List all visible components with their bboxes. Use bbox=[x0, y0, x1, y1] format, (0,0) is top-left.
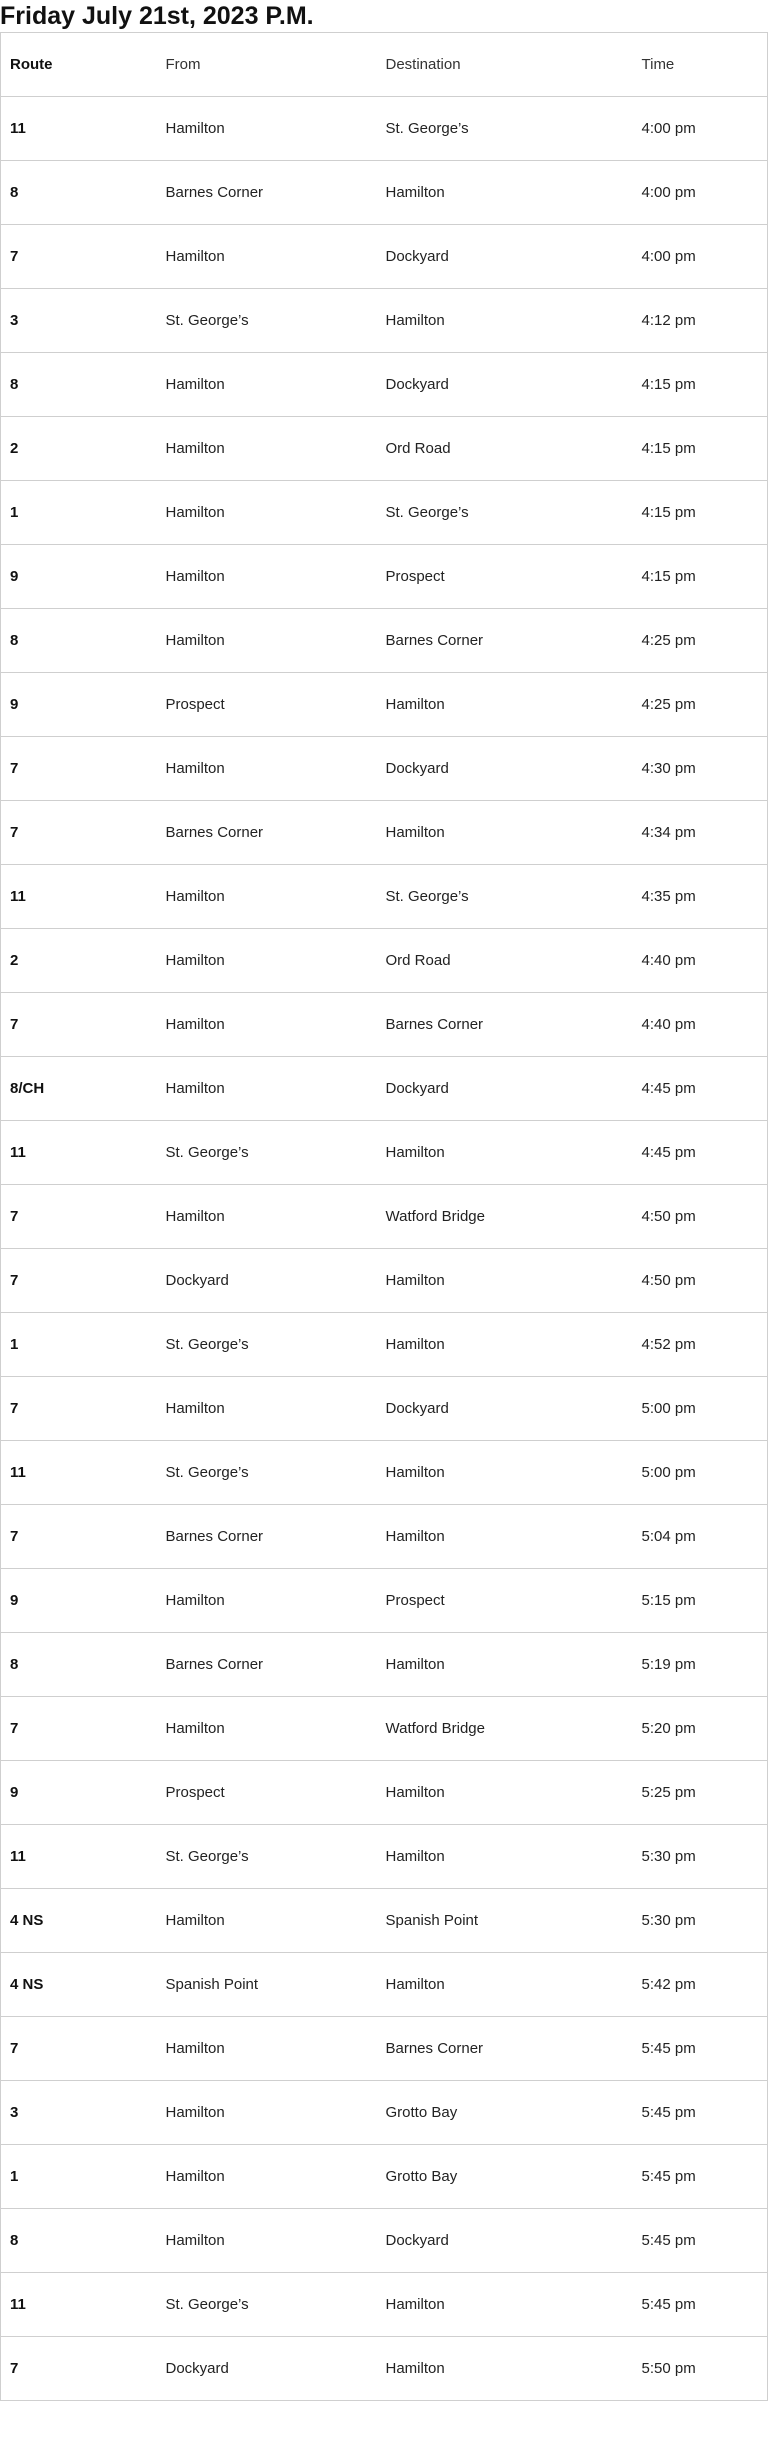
destination-cell: Hamilton bbox=[377, 673, 633, 737]
from-cell: Hamilton bbox=[157, 417, 377, 481]
route-cell: 8 bbox=[1, 609, 157, 673]
time-cell: 5:30 pm bbox=[633, 1825, 768, 1889]
table-row bbox=[1, 1441, 768, 1505]
time-cell: 4:15 pm bbox=[633, 353, 768, 417]
route-cell: 11 bbox=[1, 865, 157, 929]
table-header-row bbox=[1, 33, 768, 97]
route-cell: 11 bbox=[1, 1441, 157, 1505]
route-cell: 8 bbox=[1, 353, 157, 417]
from-cell: Hamilton bbox=[157, 1697, 377, 1761]
table-row bbox=[1, 97, 768, 161]
table-row bbox=[1, 609, 768, 673]
table-row bbox=[1, 1313, 768, 1377]
route-cell: 7 bbox=[1, 225, 157, 289]
bus-schedule-table bbox=[0, 32, 768, 2401]
table-row bbox=[1, 673, 768, 737]
time-cell: 4:15 pm bbox=[633, 417, 768, 481]
time-cell: 4:15 pm bbox=[633, 545, 768, 609]
from-cell: Hamilton bbox=[157, 481, 377, 545]
table-row bbox=[1, 1377, 768, 1441]
header-route: Route bbox=[1, 33, 157, 97]
destination-cell: Hamilton bbox=[377, 2273, 633, 2337]
destination-cell: Grotto Bay bbox=[377, 2145, 633, 2209]
from-cell: Hamilton bbox=[157, 993, 377, 1057]
route-cell: 1 bbox=[1, 2145, 157, 2209]
time-cell: 4:34 pm bbox=[633, 801, 768, 865]
destination-cell: Prospect bbox=[377, 545, 633, 609]
route-cell: 8 bbox=[1, 161, 157, 225]
destination-cell: St. George’s bbox=[377, 865, 633, 929]
time-cell: 5:45 pm bbox=[633, 2273, 768, 2337]
from-cell: Hamilton bbox=[157, 1057, 377, 1121]
from-cell: St. George’s bbox=[157, 289, 377, 353]
destination-cell: Hamilton bbox=[377, 161, 633, 225]
table-row bbox=[1, 1889, 768, 1953]
route-cell: 11 bbox=[1, 97, 157, 161]
route-cell: 7 bbox=[1, 1697, 157, 1761]
from-cell: Hamilton bbox=[157, 737, 377, 801]
destination-cell: St. George’s bbox=[377, 97, 633, 161]
destination-cell: Barnes Corner bbox=[377, 993, 633, 1057]
destination-cell: Spanish Point bbox=[377, 1889, 633, 1953]
from-cell: Hamilton bbox=[157, 225, 377, 289]
route-cell: 7 bbox=[1, 993, 157, 1057]
destination-cell: Hamilton bbox=[377, 801, 633, 865]
time-cell: 4:40 pm bbox=[633, 993, 768, 1057]
route-cell: 7 bbox=[1, 801, 157, 865]
destination-cell: Dockyard bbox=[377, 2209, 633, 2273]
from-cell: Prospect bbox=[157, 673, 377, 737]
from-cell: Hamilton bbox=[157, 2145, 377, 2209]
from-cell: Hamilton bbox=[157, 929, 377, 993]
from-cell: Hamilton bbox=[157, 97, 377, 161]
time-cell: 4:52 pm bbox=[633, 1313, 768, 1377]
destination-cell: Barnes Corner bbox=[377, 2017, 633, 2081]
time-cell: 5:15 pm bbox=[633, 1569, 768, 1633]
page-title: Friday July 21st, 2023 P.M. bbox=[0, 2, 314, 30]
destination-cell: Ord Road bbox=[377, 417, 633, 481]
route-cell: 8/CH bbox=[1, 1057, 157, 1121]
route-cell: 7 bbox=[1, 1377, 157, 1441]
destination-cell: Hamilton bbox=[377, 1505, 633, 1569]
table-row bbox=[1, 1505, 768, 1569]
table-row bbox=[1, 1057, 768, 1121]
table-row bbox=[1, 1569, 768, 1633]
destination-cell: Prospect bbox=[377, 1569, 633, 1633]
table-row bbox=[1, 2145, 768, 2209]
route-cell: 2 bbox=[1, 417, 157, 481]
time-cell: 4:15 pm bbox=[633, 481, 768, 545]
destination-cell: Hamilton bbox=[377, 1441, 633, 1505]
table-row bbox=[1, 1633, 768, 1697]
table-row bbox=[1, 417, 768, 481]
destination-cell: Dockyard bbox=[377, 1377, 633, 1441]
time-cell: 4:25 pm bbox=[633, 673, 768, 737]
time-cell: 4:50 pm bbox=[633, 1185, 768, 1249]
time-cell: 4:00 pm bbox=[633, 225, 768, 289]
from-cell: Barnes Corner bbox=[157, 1505, 377, 1569]
time-cell: 5:50 pm bbox=[633, 2337, 768, 2401]
route-cell: 4 NS bbox=[1, 1953, 157, 2017]
destination-cell: Hamilton bbox=[377, 1633, 633, 1697]
table-row bbox=[1, 2017, 768, 2081]
table-row bbox=[1, 225, 768, 289]
destination-cell: Hamilton bbox=[377, 1121, 633, 1185]
time-cell: 5:45 pm bbox=[633, 2081, 768, 2145]
table-row bbox=[1, 1185, 768, 1249]
route-cell: 1 bbox=[1, 481, 157, 545]
table-row bbox=[1, 289, 768, 353]
from-cell: Hamilton bbox=[157, 2081, 377, 2145]
destination-cell: Hamilton bbox=[377, 1825, 633, 1889]
from-cell: Prospect bbox=[157, 1761, 377, 1825]
destination-cell: Grotto Bay bbox=[377, 2081, 633, 2145]
from-cell: Hamilton bbox=[157, 353, 377, 417]
table-body bbox=[1, 97, 768, 2401]
from-cell: Hamilton bbox=[157, 1889, 377, 1953]
table-row bbox=[1, 2337, 768, 2401]
table-row bbox=[1, 1697, 768, 1761]
route-cell: 4 NS bbox=[1, 1889, 157, 1953]
from-cell: St. George’s bbox=[157, 2273, 377, 2337]
route-cell: 3 bbox=[1, 289, 157, 353]
time-cell: 5:00 pm bbox=[633, 1441, 768, 1505]
route-cell: 7 bbox=[1, 2337, 157, 2401]
table-row bbox=[1, 2273, 768, 2337]
destination-cell: Hamilton bbox=[377, 1313, 633, 1377]
destination-cell: Barnes Corner bbox=[377, 609, 633, 673]
route-cell: 3 bbox=[1, 2081, 157, 2145]
destination-cell: Dockyard bbox=[377, 1057, 633, 1121]
time-cell: 5:42 pm bbox=[633, 1953, 768, 2017]
time-cell: 4:00 pm bbox=[633, 97, 768, 161]
from-cell: Dockyard bbox=[157, 2337, 377, 2401]
table-row bbox=[1, 2209, 768, 2273]
time-cell: 4:45 pm bbox=[633, 1057, 768, 1121]
time-cell: 5:19 pm bbox=[633, 1633, 768, 1697]
time-cell: 5:45 pm bbox=[633, 2017, 768, 2081]
destination-cell: Hamilton bbox=[377, 1953, 633, 2017]
route-cell: 7 bbox=[1, 1185, 157, 1249]
route-cell: 7 bbox=[1, 737, 157, 801]
table-row bbox=[1, 929, 768, 993]
destination-cell: Ord Road bbox=[377, 929, 633, 993]
time-cell: 4:12 pm bbox=[633, 289, 768, 353]
destination-cell: Hamilton bbox=[377, 1249, 633, 1313]
from-cell: Hamilton bbox=[157, 1185, 377, 1249]
table-row bbox=[1, 737, 768, 801]
route-cell: 9 bbox=[1, 673, 157, 737]
table-row bbox=[1, 1761, 768, 1825]
time-cell: 4:50 pm bbox=[633, 1249, 768, 1313]
time-cell: 5:45 pm bbox=[633, 2145, 768, 2209]
table-row bbox=[1, 1953, 768, 2017]
header-destination: Destination bbox=[377, 33, 633, 97]
table-row bbox=[1, 1249, 768, 1313]
table-row bbox=[1, 1121, 768, 1185]
destination-cell: Dockyard bbox=[377, 225, 633, 289]
time-cell: 5:20 pm bbox=[633, 1697, 768, 1761]
route-cell: 9 bbox=[1, 1569, 157, 1633]
route-cell: 2 bbox=[1, 929, 157, 993]
from-cell: Hamilton bbox=[157, 609, 377, 673]
header-time: Time bbox=[633, 33, 768, 97]
route-cell: 8 bbox=[1, 2209, 157, 2273]
time-cell: 4:35 pm bbox=[633, 865, 768, 929]
time-cell: 4:30 pm bbox=[633, 737, 768, 801]
destination-cell: Hamilton bbox=[377, 289, 633, 353]
table-row bbox=[1, 801, 768, 865]
route-cell: 7 bbox=[1, 1249, 157, 1313]
from-cell: St. George’s bbox=[157, 1825, 377, 1889]
table-row bbox=[1, 865, 768, 929]
time-cell: 5:25 pm bbox=[633, 1761, 768, 1825]
time-cell: 4:00 pm bbox=[633, 161, 768, 225]
from-cell: Hamilton bbox=[157, 2209, 377, 2273]
from-cell: Hamilton bbox=[157, 865, 377, 929]
table-row bbox=[1, 1825, 768, 1889]
destination-cell: Watford Bridge bbox=[377, 1697, 633, 1761]
from-cell: Hamilton bbox=[157, 1569, 377, 1633]
from-cell: Hamilton bbox=[157, 2017, 377, 2081]
from-cell: Spanish Point bbox=[157, 1953, 377, 2017]
from-cell: St. George’s bbox=[157, 1121, 377, 1185]
route-cell: 11 bbox=[1, 1825, 157, 1889]
table-row bbox=[1, 545, 768, 609]
table-row bbox=[1, 161, 768, 225]
table-row bbox=[1, 481, 768, 545]
route-cell: 7 bbox=[1, 2017, 157, 2081]
from-cell: Barnes Corner bbox=[157, 801, 377, 865]
destination-cell: Watford Bridge bbox=[377, 1185, 633, 1249]
route-cell: 1 bbox=[1, 1313, 157, 1377]
from-cell: St. George’s bbox=[157, 1313, 377, 1377]
from-cell: Hamilton bbox=[157, 545, 377, 609]
route-cell: 8 bbox=[1, 1633, 157, 1697]
table-row bbox=[1, 993, 768, 1057]
time-cell: 5:04 pm bbox=[633, 1505, 768, 1569]
route-cell: 11 bbox=[1, 2273, 157, 2337]
table-row bbox=[1, 353, 768, 417]
destination-cell: Hamilton bbox=[377, 1761, 633, 1825]
from-cell: St. George’s bbox=[157, 1441, 377, 1505]
from-cell: Dockyard bbox=[157, 1249, 377, 1313]
destination-cell: Dockyard bbox=[377, 353, 633, 417]
from-cell: Hamilton bbox=[157, 1377, 377, 1441]
route-cell: 11 bbox=[1, 1121, 157, 1185]
route-cell: 9 bbox=[1, 1761, 157, 1825]
time-cell: 4:40 pm bbox=[633, 929, 768, 993]
table-row bbox=[1, 2081, 768, 2145]
time-cell: 5:00 pm bbox=[633, 1377, 768, 1441]
route-cell: 9 bbox=[1, 545, 157, 609]
destination-cell: St. George’s bbox=[377, 481, 633, 545]
from-cell: Barnes Corner bbox=[157, 1633, 377, 1697]
destination-cell: Dockyard bbox=[377, 737, 633, 801]
time-cell: 4:45 pm bbox=[633, 1121, 768, 1185]
from-cell: Barnes Corner bbox=[157, 161, 377, 225]
time-cell: 4:25 pm bbox=[633, 609, 768, 673]
time-cell: 5:45 pm bbox=[633, 2209, 768, 2273]
header-from: From bbox=[157, 33, 377, 97]
destination-cell: Hamilton bbox=[377, 2337, 633, 2401]
time-cell: 5:30 pm bbox=[633, 1889, 768, 1953]
route-cell: 7 bbox=[1, 1505, 157, 1569]
